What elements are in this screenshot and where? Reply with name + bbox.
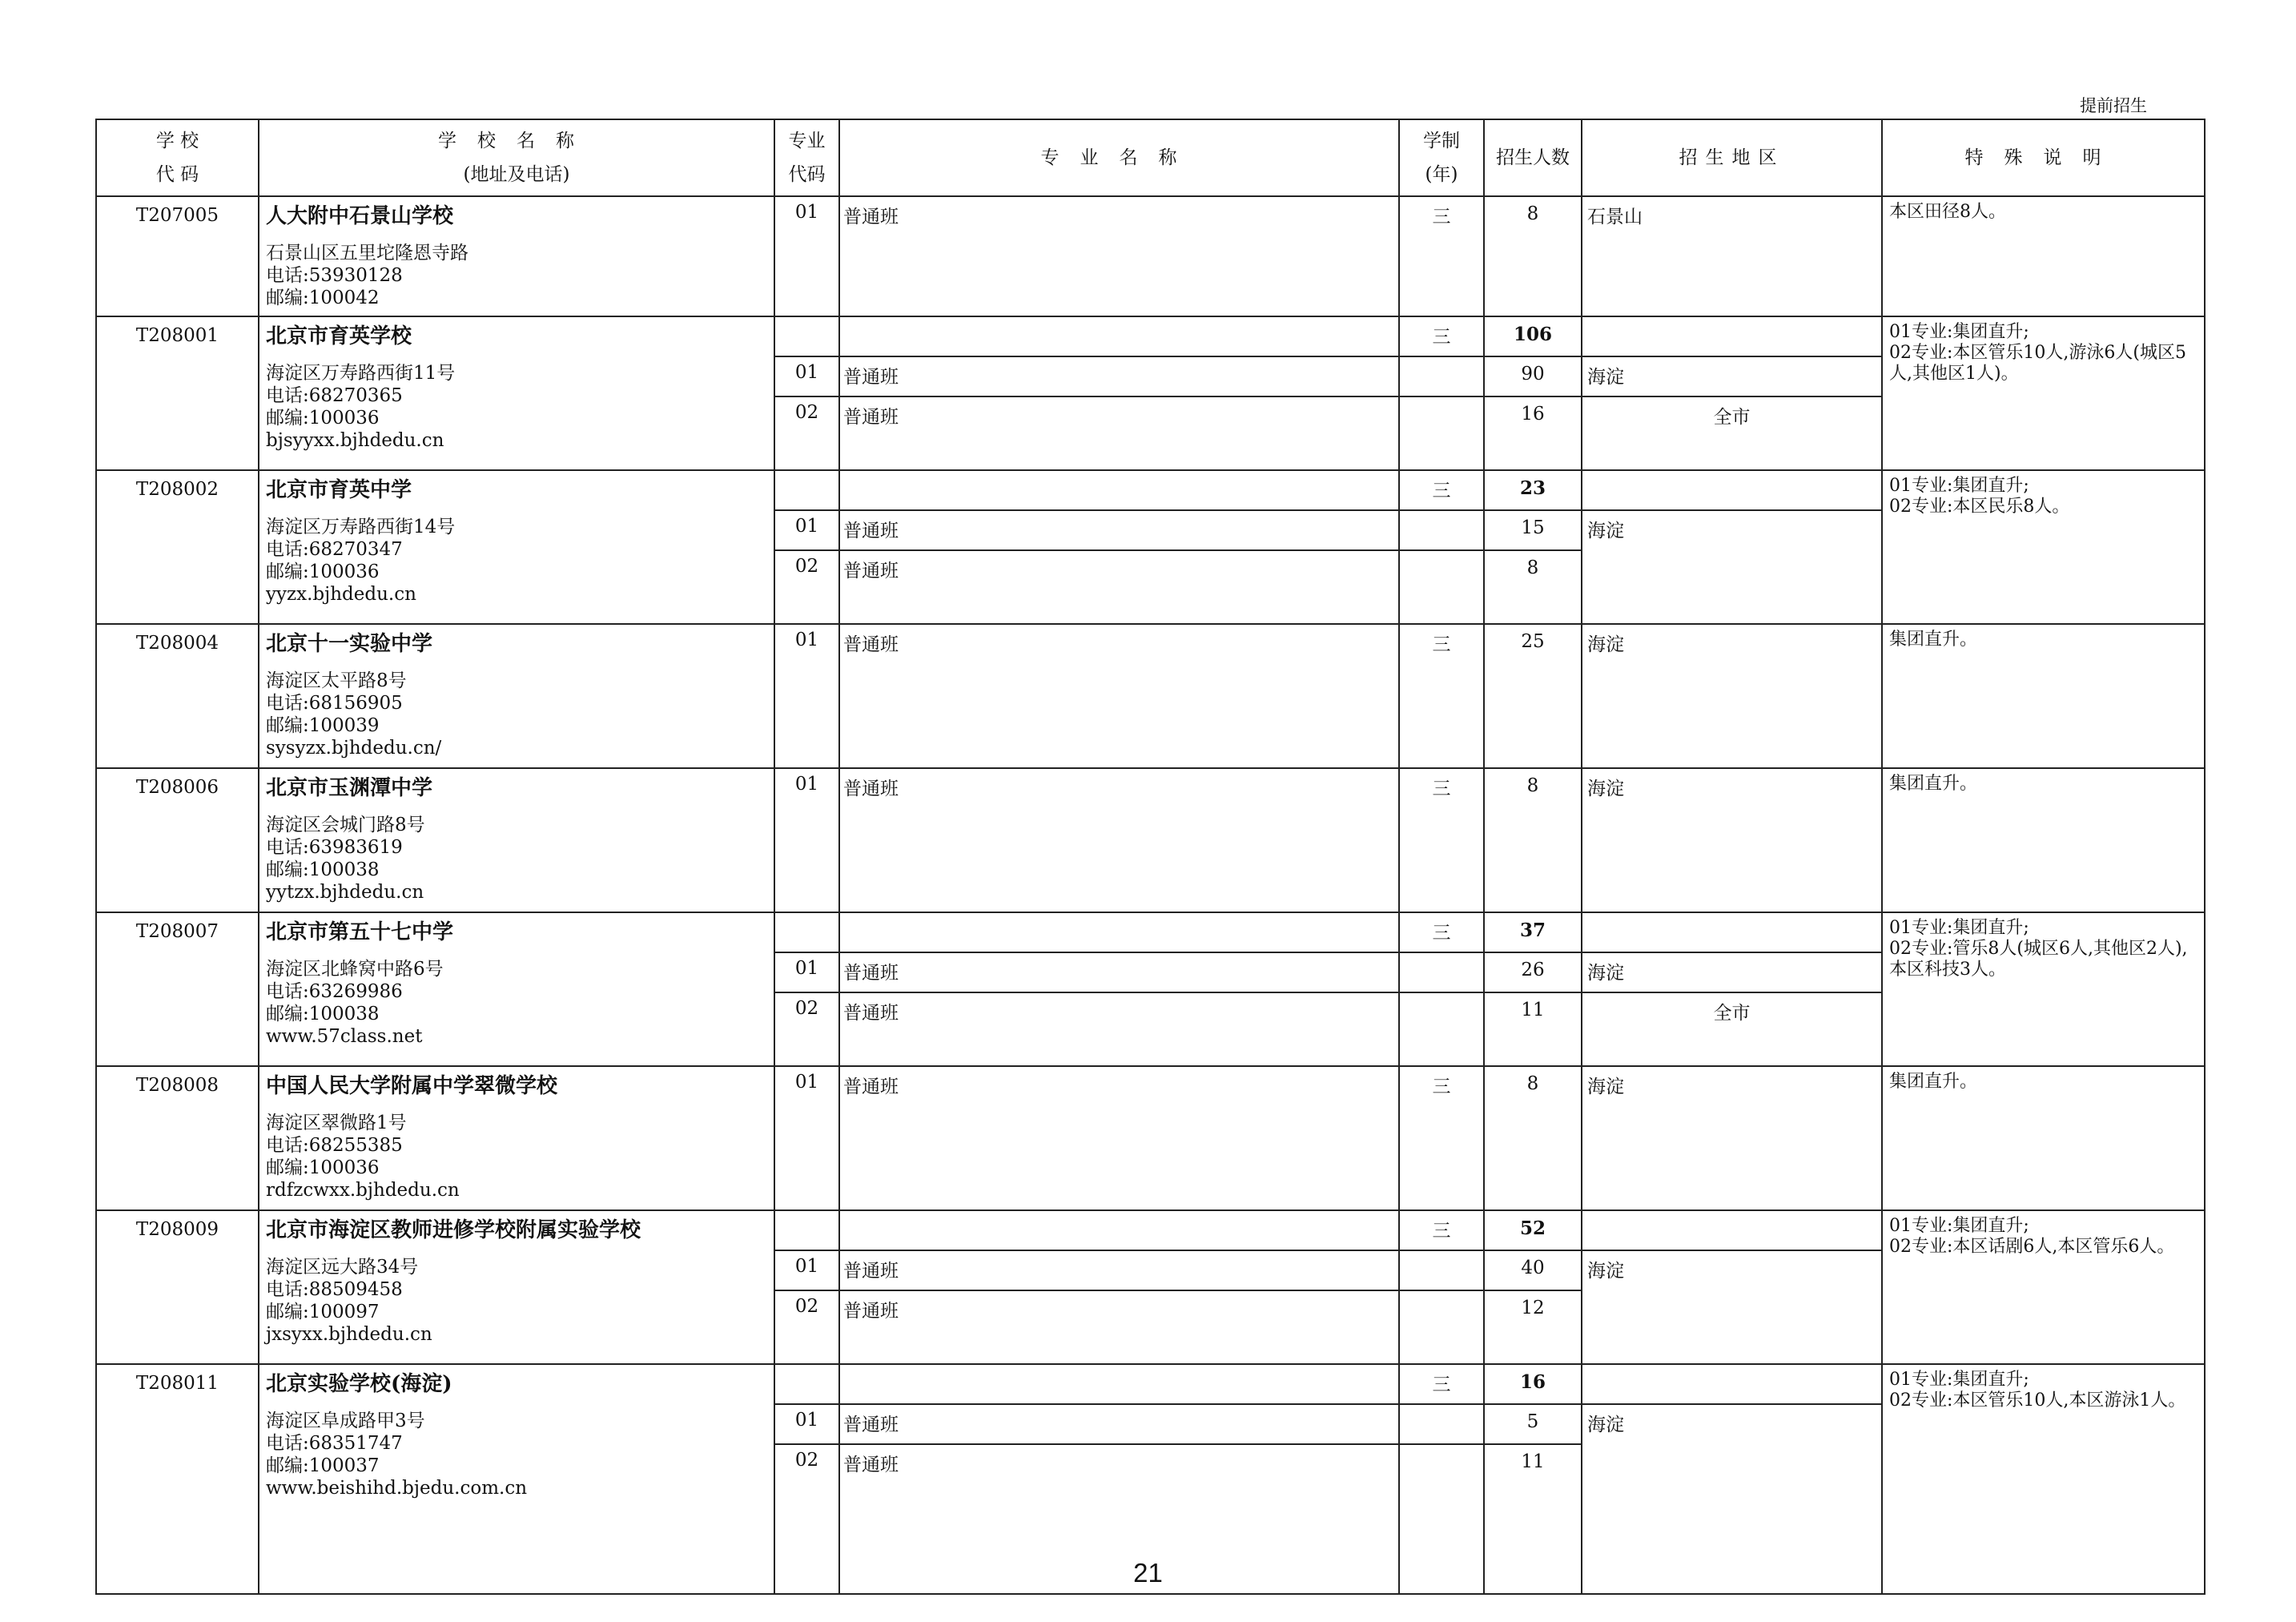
school-code: T207005 (96, 196, 259, 316)
header-count: 招生人数 (1484, 119, 1582, 196)
school-address-line: 电话:63269986 (266, 981, 403, 1002)
school-name: 人大附中石景山学校 (266, 204, 454, 228)
school-info (259, 912, 774, 1066)
major-name: 普通班 (839, 1066, 1399, 1210)
header-region: 招生地区 (1582, 119, 1882, 196)
enroll-total: 16 (1484, 1364, 1582, 1404)
major-name: 普通班 (839, 356, 1399, 396)
school-name: 北京市育英中学 (266, 478, 412, 502)
enrollment-table (95, 119, 2206, 1595)
school-address-line: 海淀区阜成路甲3号 (266, 1411, 425, 1431)
header-school-code: 学 校 代 码 (96, 119, 259, 196)
school-address-line: 海淀区翠微路1号 (266, 1113, 407, 1133)
school-name: 北京市第五十七中学 (266, 920, 454, 944)
note-line: 01专业:集团直升; (1889, 322, 2029, 342)
major-code: 01 (774, 1066, 839, 1210)
header-row (96, 119, 2205, 196)
study-years-blank (1399, 356, 1484, 396)
table-row (96, 1364, 2205, 1404)
school-address-line: yytzx.bjhdedu.cn (266, 882, 424, 903)
enroll-total: 52 (1484, 1210, 1582, 1250)
table-row (96, 1066, 2205, 1210)
school-name: 中国人民大学附属中学翠微学校 (266, 1074, 558, 1098)
table-row (96, 470, 2205, 510)
school-info (259, 470, 774, 624)
school-address-line: 邮编:100038 (266, 859, 380, 880)
school-address-line: 电话:63983619 (266, 837, 403, 858)
school-name: 北京市育英学校 (266, 324, 412, 348)
table-row (96, 1210, 2205, 1250)
study-years-blank (1399, 952, 1484, 992)
study-years: 三 (1399, 470, 1484, 510)
enroll-region: 海淀 (1582, 1250, 1882, 1364)
note-line: 02专业:本区管乐10人,本区游泳1人。 (1889, 1391, 2186, 1411)
header-major-name: 专业名称 (839, 119, 1399, 196)
note-line: 01专业:集团直升; (1889, 1216, 2029, 1236)
enroll-region: 海淀 (1582, 510, 1882, 624)
table-row (96, 912, 2205, 952)
enroll-region: 海淀 (1582, 1066, 1882, 1210)
major-code-blank (774, 316, 839, 356)
school-address-line: 海淀区会城门路8号 (266, 815, 425, 835)
major-name-blank (839, 912, 1399, 952)
school-name: 北京实验学校(海淀) (266, 1372, 452, 1396)
school-name: 北京十一实验中学 (266, 632, 433, 656)
school-code: T208001 (96, 316, 259, 470)
note-line: 02专业:本区管乐10人,游泳6人(城区5人,其他区1人)。 (1889, 343, 2186, 384)
school-name: 北京市海淀区教师进修学校附属实验学校 (266, 1218, 641, 1242)
school-address-line: 电话:88509458 (266, 1279, 403, 1300)
corner-label: 提前招生 (2080, 96, 2147, 115)
major-name: 普通班 (839, 196, 1399, 316)
special-notes (1882, 624, 2205, 768)
study-years: 三 (1399, 768, 1484, 912)
enroll-region: 全市 (1582, 396, 1882, 470)
enroll-region-blank (1582, 912, 1882, 952)
special-notes (1882, 912, 2205, 1066)
major-name: 普通班 (839, 1250, 1399, 1290)
school-info (259, 1210, 774, 1364)
school-address-line: www.57class.net (266, 1026, 423, 1047)
major-code: 02 (774, 1290, 839, 1364)
major-code: 01 (774, 768, 839, 912)
major-name-blank (839, 470, 1399, 510)
enroll-count: 8 (1484, 768, 1582, 912)
major-code: 01 (774, 1250, 839, 1290)
header-notes: 特殊说明 (1882, 119, 2205, 196)
school-info (259, 196, 774, 316)
study-years: 三 (1399, 1210, 1484, 1250)
school-address-line: 石景山区五里坨隆恩寺路 (266, 243, 468, 264)
major-code: 01 (774, 952, 839, 992)
school-code: T208007 (96, 912, 259, 1066)
enroll-region: 海淀 (1582, 356, 1882, 396)
major-name: 普通班 (839, 952, 1399, 992)
enroll-region-blank (1582, 1210, 1882, 1250)
enroll-region-blank (1582, 316, 1882, 356)
enroll-region: 海淀 (1582, 952, 1882, 992)
study-years-blank (1399, 396, 1484, 470)
school-address-line: 海淀区远大路34号 (266, 1257, 419, 1278)
enroll-region: 海淀 (1582, 1404, 1882, 1594)
note-line: 01专业:集团直升; (1889, 918, 2029, 938)
table-body (96, 196, 2205, 1594)
school-code: T208009 (96, 1210, 259, 1364)
table-row (96, 316, 2205, 356)
major-name: 普通班 (839, 1444, 1399, 1594)
school-address-line: 邮编:100042 (266, 288, 380, 308)
enroll-count: 25 (1484, 624, 1582, 768)
study-years-blank (1399, 992, 1484, 1066)
major-name: 普通班 (839, 992, 1399, 1066)
school-address-line: 海淀区万寿路西街14号 (266, 517, 456, 537)
major-code: 01 (774, 624, 839, 768)
school-address-line: 邮编:100037 (266, 1455, 380, 1476)
school-address-line: jxsyxx.bjhdedu.cn (266, 1324, 432, 1345)
note-line: 02专业:本区话剧6人,本区管乐6人。 (1889, 1237, 2175, 1257)
note-line: 01专业:集团直升; (1889, 1370, 2029, 1390)
major-code: 01 (774, 196, 839, 316)
special-notes (1882, 196, 2205, 316)
header-major-code: 专业 代码 (774, 119, 839, 196)
enroll-region-blank (1582, 470, 1882, 510)
header-years: 学制 (年) (1399, 119, 1484, 196)
special-notes (1882, 768, 2205, 912)
enroll-count: 40 (1484, 1250, 1582, 1290)
enroll-count: 12 (1484, 1290, 1582, 1364)
study-years-blank (1399, 1250, 1484, 1290)
note-line: 02专业:管乐8人(城区6人,其他区2人),本区科技3人。 (1889, 939, 2188, 980)
major-name: 普通班 (839, 510, 1399, 550)
special-notes (1882, 316, 2205, 470)
study-years-blank (1399, 1404, 1484, 1444)
enroll-count: 11 (1484, 992, 1582, 1066)
school-address-line: 电话:68270365 (266, 385, 403, 406)
study-years: 三 (1399, 1066, 1484, 1210)
enroll-total: 37 (1484, 912, 1582, 952)
school-name: 北京市玉渊潭中学 (266, 776, 433, 800)
school-address-line: 电话:68351747 (266, 1433, 403, 1454)
study-years: 三 (1399, 624, 1484, 768)
major-name: 普通班 (839, 768, 1399, 912)
study-years-blank (1399, 510, 1484, 550)
enroll-region: 全市 (1582, 992, 1882, 1066)
major-code: 02 (774, 992, 839, 1066)
major-code-blank (774, 1364, 839, 1404)
school-address-line: yyzx.bjhdedu.cn (266, 584, 416, 605)
school-address-line: 海淀区太平路8号 (266, 670, 407, 691)
study-years-blank (1399, 1290, 1484, 1364)
school-address-line: 邮编:100036 (266, 1157, 380, 1178)
school-address-line: 邮编:100036 (266, 561, 380, 582)
note-line: 本区田径8人。 (1889, 202, 2006, 222)
major-name: 普通班 (839, 550, 1399, 624)
note-line: 01专业:集团直升; (1889, 476, 2029, 496)
enroll-count: 90 (1484, 356, 1582, 396)
major-name-blank (839, 1364, 1399, 1404)
enroll-count: 16 (1484, 396, 1582, 470)
major-name-blank (839, 316, 1399, 356)
study-years: 三 (1399, 1364, 1484, 1404)
enroll-region-blank (1582, 1364, 1882, 1404)
special-notes (1882, 470, 2205, 624)
study-years: 三 (1399, 196, 1484, 316)
school-address-line: 海淀区北蜂窝中路6号 (266, 959, 444, 980)
major-code: 02 (774, 396, 839, 470)
enroll-count: 11 (1484, 1444, 1582, 1594)
major-code-blank (774, 1210, 839, 1250)
school-code: T208004 (96, 624, 259, 768)
school-info (259, 1066, 774, 1210)
table-row (96, 196, 2205, 316)
major-name: 普通班 (839, 1404, 1399, 1444)
major-code-blank (774, 912, 839, 952)
school-address-line: 邮编:100038 (266, 1004, 380, 1024)
enroll-count: 5 (1484, 1404, 1582, 1444)
school-info (259, 768, 774, 912)
school-info (259, 316, 774, 470)
enroll-total: 106 (1484, 316, 1582, 356)
school-address-line: 电话:53930128 (266, 265, 403, 286)
school-address-line: sysyzx.bjhdedu.cn/ (266, 738, 442, 759)
school-code: T208011 (96, 1364, 259, 1594)
major-code: 01 (774, 510, 839, 550)
enroll-count: 8 (1484, 196, 1582, 316)
note-line: 集团直升。 (1889, 774, 1978, 794)
major-name: 普通班 (839, 1290, 1399, 1364)
major-name: 普通班 (839, 624, 1399, 768)
school-address-line: www.beishihd.bjedu.com.cn (266, 1478, 528, 1499)
school-address-line: 邮编:100039 (266, 715, 380, 736)
study-years: 三 (1399, 316, 1484, 356)
major-code-blank (774, 470, 839, 510)
school-address-line: 电话:68156905 (266, 693, 403, 714)
study-years-blank (1399, 550, 1484, 624)
special-notes (1882, 1210, 2205, 1364)
major-code: 01 (774, 1404, 839, 1444)
note-line: 集团直升。 (1889, 630, 1978, 650)
major-code: 02 (774, 550, 839, 624)
major-code: 02 (774, 1444, 839, 1594)
school-address-line: bjsyyxx.bjhdedu.cn (266, 430, 444, 451)
enroll-region: 海淀 (1582, 624, 1882, 768)
enroll-region: 海淀 (1582, 768, 1882, 912)
enroll-region: 石景山 (1582, 196, 1882, 316)
enroll-count: 26 (1484, 952, 1582, 992)
enroll-count: 8 (1484, 1066, 1582, 1210)
page-number: 21 (1133, 1558, 1163, 1588)
special-notes (1882, 1066, 2205, 1210)
note-line: 集团直升。 (1889, 1072, 1978, 1092)
enroll-total: 23 (1484, 470, 1582, 510)
school-address-line: 邮编:100097 (266, 1302, 380, 1322)
school-address-line: 邮编:100036 (266, 408, 380, 429)
major-name-blank (839, 1210, 1399, 1250)
school-address-line: rdfzcwxx.bjhdedu.cn (266, 1180, 460, 1201)
school-address-line: 电话:68255385 (266, 1135, 403, 1156)
school-code: T208008 (96, 1066, 259, 1210)
study-years: 三 (1399, 912, 1484, 952)
school-address-line: 海淀区万寿路西街11号 (266, 363, 456, 384)
major-code: 01 (774, 356, 839, 396)
school-code: T208002 (96, 470, 259, 624)
enroll-count: 8 (1484, 550, 1582, 624)
table-row (96, 768, 2205, 912)
enroll-count: 15 (1484, 510, 1582, 550)
table-row (96, 624, 2205, 768)
header-school-name: 学校名称 (地址及电话) (259, 119, 774, 196)
school-code: T208006 (96, 768, 259, 912)
school-info (259, 624, 774, 768)
major-name: 普通班 (839, 396, 1399, 470)
school-address-line: 电话:68270347 (266, 539, 403, 560)
note-line: 02专业:本区民乐8人。 (1889, 497, 2070, 517)
